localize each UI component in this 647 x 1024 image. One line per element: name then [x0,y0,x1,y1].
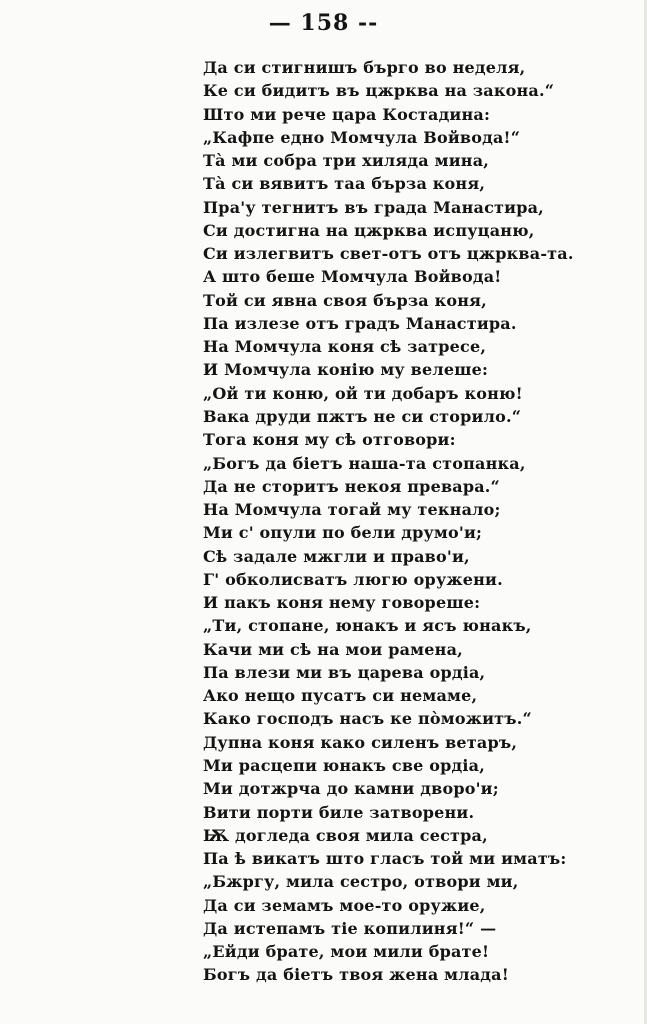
poem-line: Вака друди пжтъ не си сторило.“ [203,406,522,426]
poem-line: Ми расцепи юнакъ све ордіа, [203,755,486,775]
poem-line: Тога коня му сѣ отговори: [203,430,456,450]
poem-line: Си излегвитъ свет-отъ отъ цжрква-та. [203,244,574,264]
poem-line: Ми дотжрча до камни дворо'и; [203,779,499,799]
poem-line: Тà си вявитъ таа бърза коня, [203,174,486,194]
poem-line: Ми с' опули по бели друмо'и; [203,523,483,543]
poem-line: Па излезе отъ градъ Манастира. [203,313,517,333]
poem-line: Сѣ задале мжгли и право'и, [203,546,470,566]
poem-line: Той си явна своя бърза коня, [203,290,487,310]
poem-line: Богъ да біетъ твоя жена млада! [203,965,509,985]
poem-line: Да си стигнишъ бърго во неделя, [203,58,526,77]
poem-line: Качи ми сѣ на мои рамена, [203,639,463,659]
poem-line: Ѭ доглeда своя мила сестра, [203,825,488,845]
poem-line: И Момчула конію му велеше: [203,360,489,380]
poem-line: Вити порти биле затворени. [203,802,475,822]
poem-line: На Момчула коня сѣ затресе, [203,337,487,357]
poem-line: „Ти, стопане, юнакъ и ясъ юнакъ, [203,616,532,636]
poem-line: Дупна коня како силенъ ветаръ, [203,732,518,752]
poem-line: „Бжргу, мила сестро, отвори ми, [203,872,519,892]
poem-line: Тà ми собра три хиляда мина, [203,151,490,171]
poem-line: Да си земамъ мое-то оружие, [203,895,486,915]
page-number-header: — 158 -- [268,10,379,36]
poem-line: Си достигна на цжрква испуцаню, [203,220,535,240]
poem-line: Да не сторитъ некоя превара.“ [203,476,500,496]
poem-line: Па ѣ викатъ што гласъ той ми иматъ: [203,849,567,869]
poem-line: Пра'у тегнитъ въ града Манастира, [203,197,544,217]
poem-line: Што ми рече цара Костадина: [203,104,491,124]
poem-line: Г' обколисватъ люгю оружени. [203,569,503,589]
poem-line: Ке си бидитъ въ цжрква на закона.“ [203,81,555,101]
poem-line: „Ейди брате, мои мили брате! [203,942,490,962]
poem-line: На Момчула тогай му текнало; [203,500,501,520]
poem-line: „Кафпе едно Момчула Войвода!“ [203,127,521,147]
poem-line: „Богъ да біетъ наша-та стопанка, [203,453,526,473]
poem-line: Ако нещо пусатъ си немаме, [203,686,478,706]
poem-line: И пакъ коня нему говореше: [203,593,481,613]
poem-text [203,56,574,987]
poem-line: „Ой ти коню, ой ти добаръ коню! [203,383,523,403]
poem-line: Како господъ насъ ке пòможитъ.“ [203,709,532,729]
poem-line: Да истепамъ тіе копилиня!“ — [203,918,497,938]
poem-line: Па влези ми въ царева ордіа, [203,662,486,682]
poem-line: А што беше Момчула Войвода! [203,267,502,287]
